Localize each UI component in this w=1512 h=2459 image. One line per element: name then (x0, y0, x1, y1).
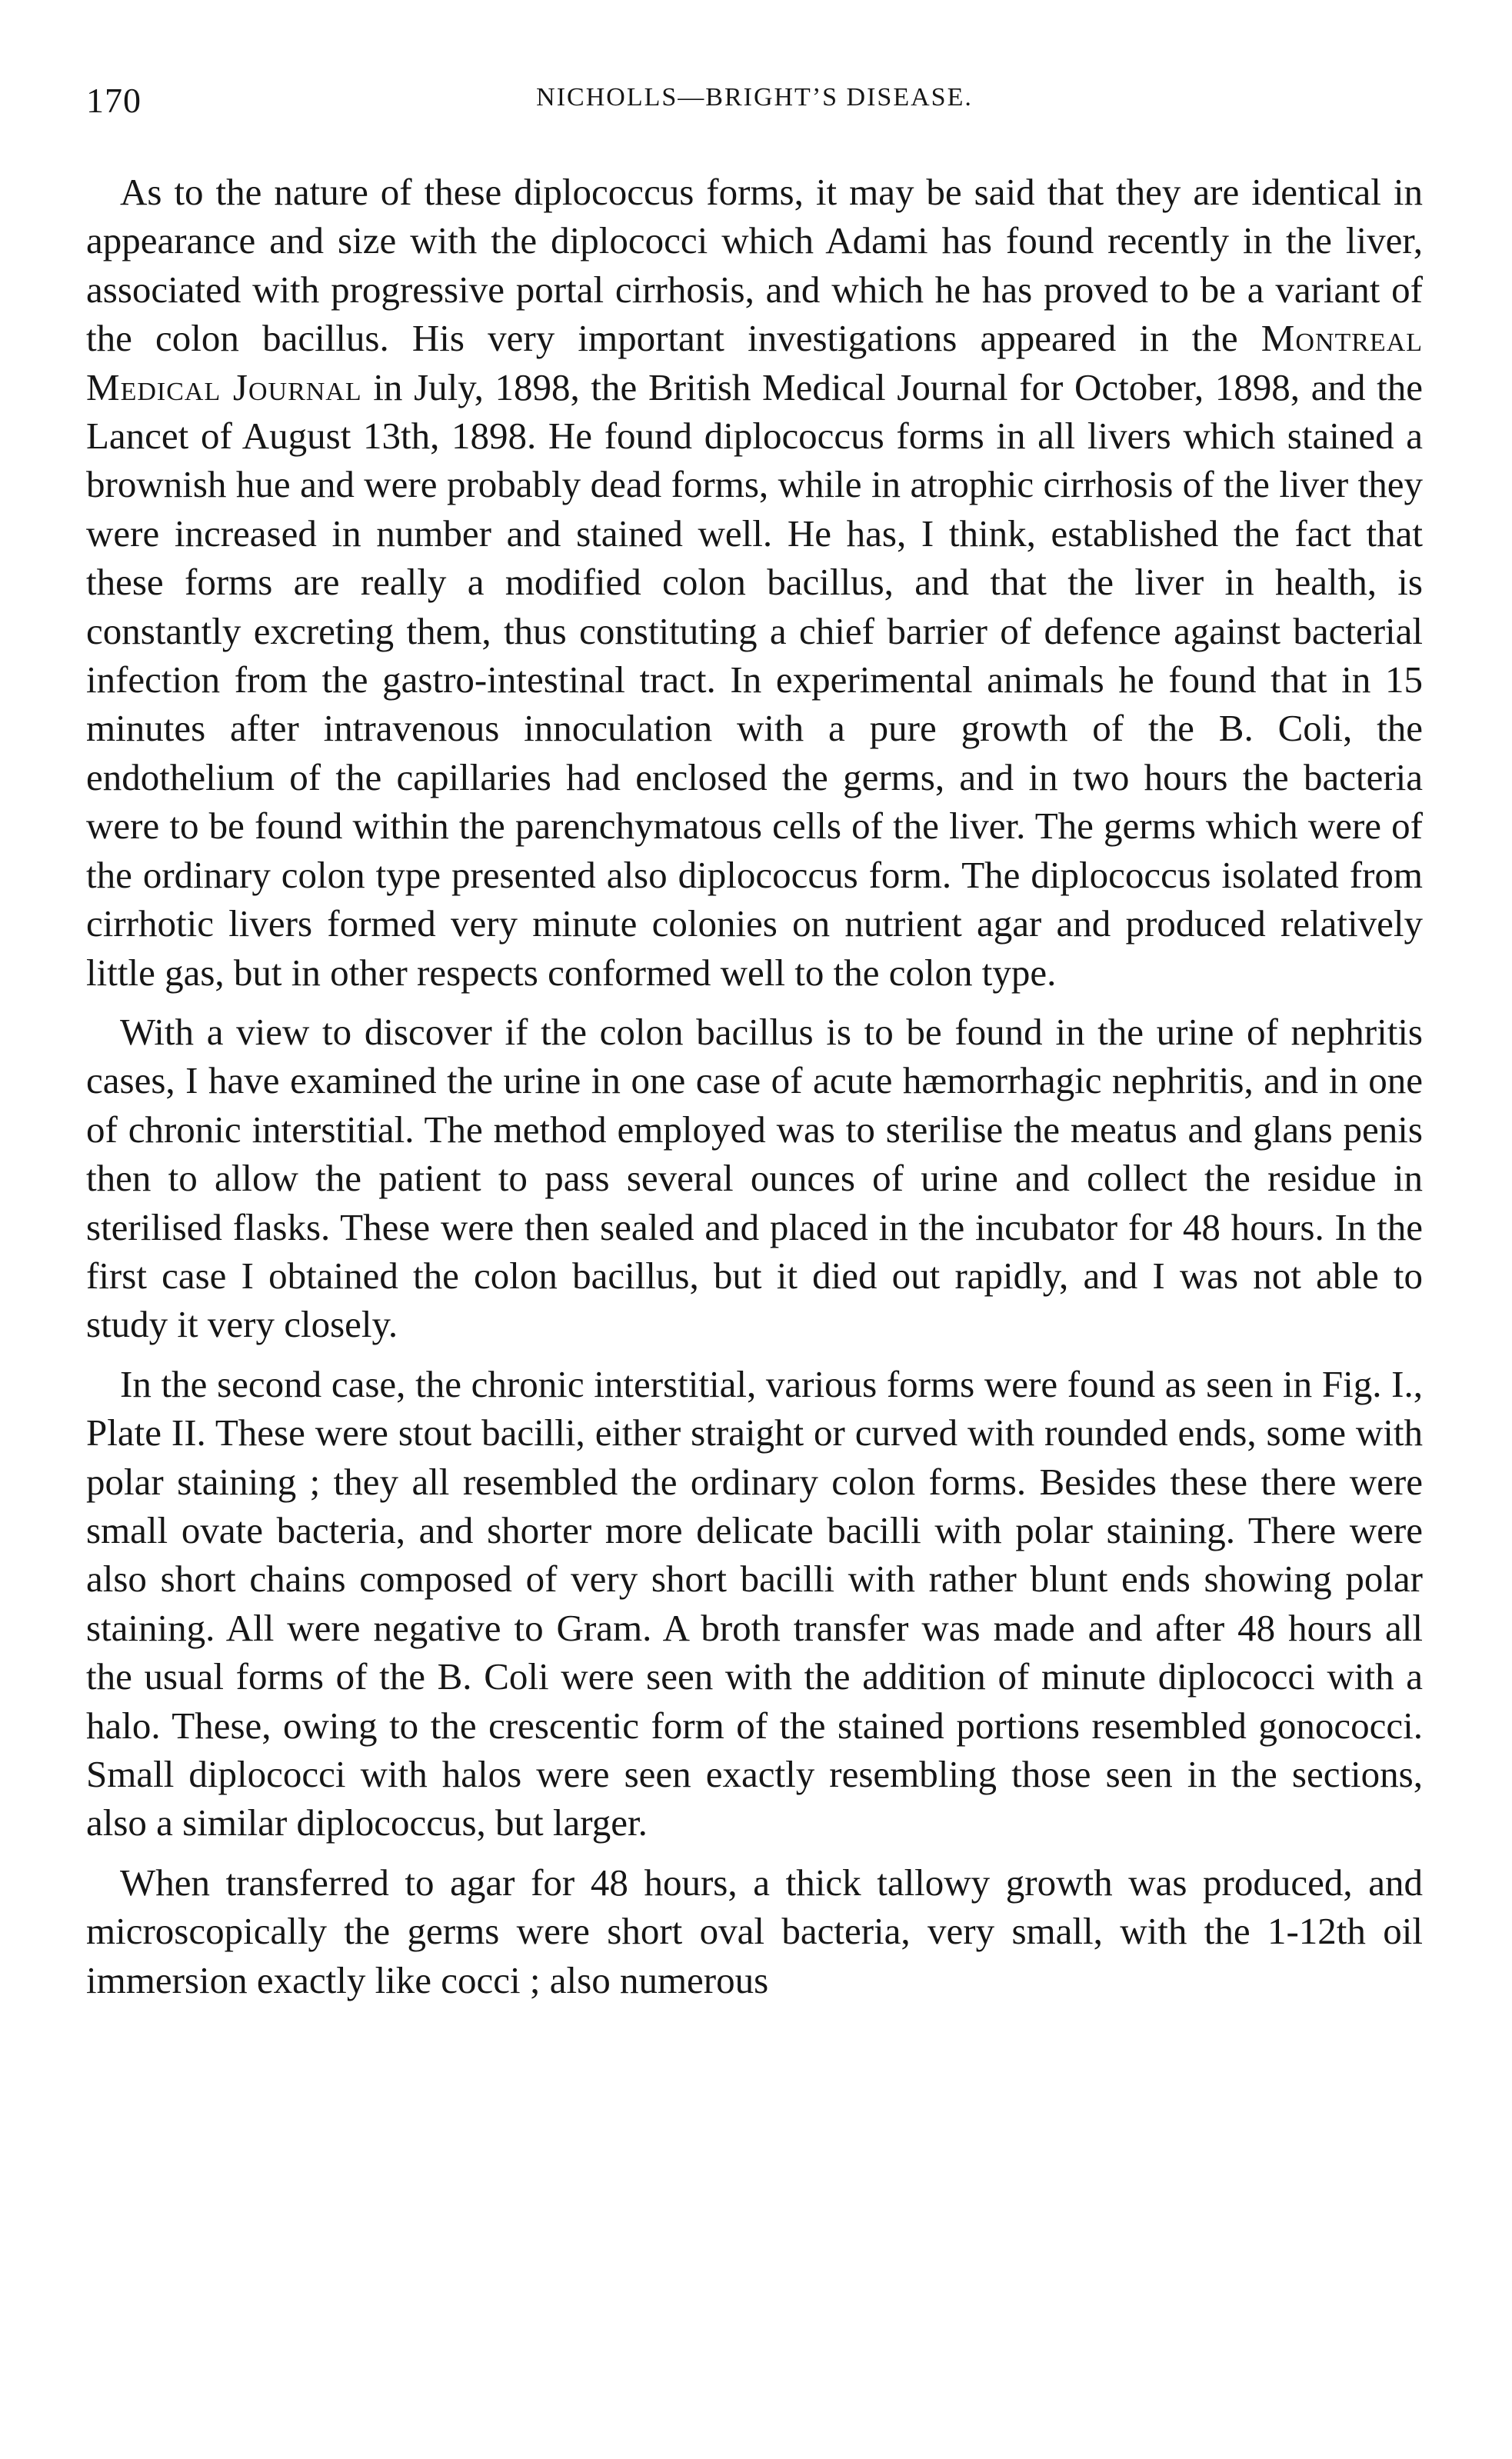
paragraph-1-text-before: As to the nature of these diplococcus forms, it may be said that they are identical in appearance and size with the diplococci which Adami has found recently in the liver, associated with progressive portal cirrhosis, and which he has proved to be a variant of the colon bacillus. His very important investigations appeared in the (86, 171, 1423, 360)
journal-title: Montreal Medical Journal (86, 317, 1423, 408)
running-head (86, 80, 1423, 126)
paragraph-3: In the second case, the chronic interstitial, various forms were found as seen in Fig. I., Plate II. These were stout bacilli, either straight or curved with rounded ends, some with polar staining ; they all resembled the ordinary colon forms. Besides these there were small ovate bacteria, and shorter more delicate bacilli with polar staining. There were also short chains composed of very short bacilli with rather blunt ends showing polar staining. All were negative to Gram. A broth transfer was made and after 48 hours all the usual forms of the B. Coli were seen with the addition of minute diplococci with a halo. These, owing to the crescentic form of the stained portions resembled gonococci. Small diplococci with halos were seen exactly resembling those seen in the sections, also a similar diplococcus, but larger. (86, 1362, 1423, 1844)
paragraph-1-text-after: in July, 1898, the British Medical Journal for October, 1898, and the Lancet of August 13th, 1898. He found diplococcus forms in all livers which stained a brownish hue and were probably dead forms, while in atrophic cirrhosis of the liver they were increased in number and stained well. He has, I think, established the fact that these forms are really a modified colon bacillus, and that the liver in health, is constantly excreting them, thus constituting a chief barrier of defence against bacterial infection from the gastro-intestinal tract. In experimental animals he found that in 15 minutes after intravenous innoculation with a pure growth of the B. Coli, the endothelium of the capillaries had enclosed the germs, and in two hours the bacteria were to be found within the parenchymatous cells of the liver. The germs which were of the ordinary colon type presented also diplococcus form. The diplococcus isolated from cirrhotic livers formed very minute colonies on nutrient agar and produced relatively little gas, but in other respects conformed well to the colon type. (86, 365, 1423, 994)
page-number: 170 (86, 81, 142, 120)
paragraph-4: When transferred to agar for 48 hours, a thick tallowy growth was produced, and microscopically the germs were short oval bacteria, very small, with the 1-12th oil immersion exactly like cocci ; also numerous (86, 1861, 1423, 2001)
running-title: NICHOLLS—BRIGHT’S DISEASE. (536, 83, 973, 112)
paragraph-1 (86, 168, 1423, 997)
paragraph-2: With a view to discover if the colon bacillus is to be found in the urine of nephritis cases, I have examined the urine in one case of acute hæmorrhagic nephritis, and in one of chronic interstitial. The method employed was to sterilise the meatus and glans penis then to allow the patient to pass several ounces of urine and collect the residue in sterilised flasks. These were then sealed and placed in the incubator for 48 hours. In the first case I obtained the colon bacillus, but it died out rapidly, and I was not able to study it very closely. (86, 1010, 1423, 1346)
body-text (86, 168, 1423, 2015)
